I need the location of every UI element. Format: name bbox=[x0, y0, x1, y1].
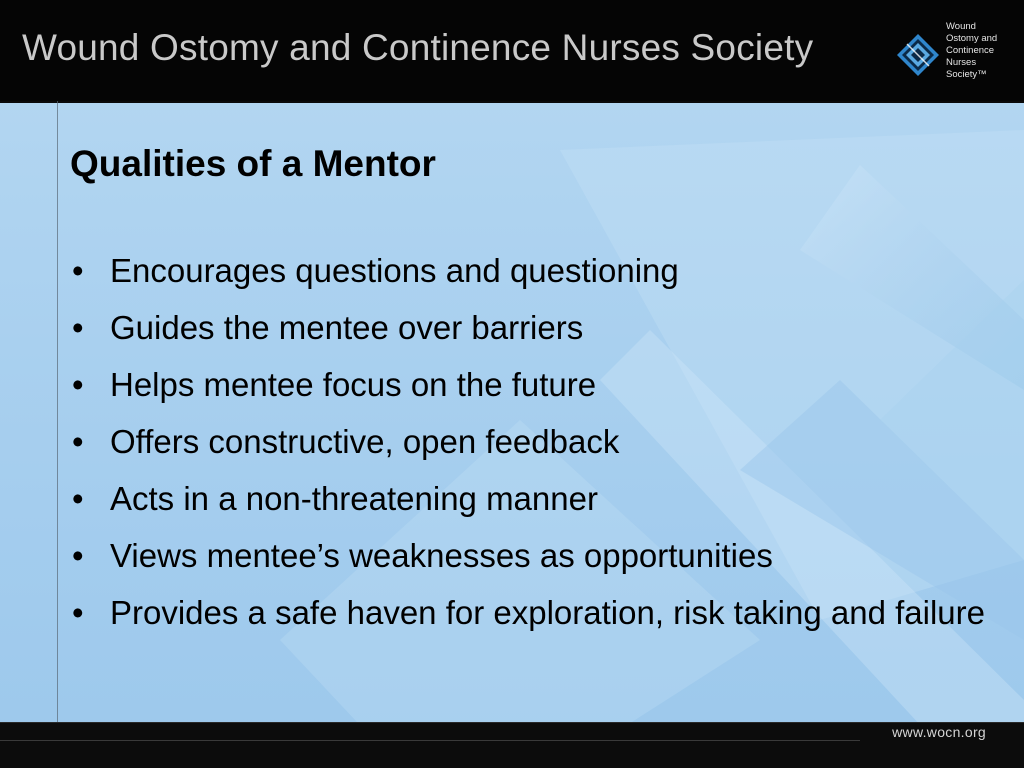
website-url: www.wocn.org bbox=[892, 724, 986, 740]
logo-line: Wound bbox=[946, 21, 976, 32]
bullet-marker: • bbox=[72, 309, 84, 346]
bullet-text: Provides a safe haven for exploration, risk taking and failure bbox=[110, 594, 985, 631]
bullet-text: Helps mentee focus on the future bbox=[110, 366, 597, 403]
logo-wordmark bbox=[946, 21, 1021, 81]
bullet-text: Offers constructive, open feedback bbox=[110, 423, 620, 460]
logo-line: Ostomy and bbox=[946, 33, 998, 44]
bullet-item bbox=[72, 423, 1002, 461]
footer-bar bbox=[0, 722, 1024, 768]
diamond-logo-icon bbox=[896, 33, 940, 77]
bullet-item bbox=[72, 537, 1002, 575]
left-vertical-rule bbox=[57, 101, 58, 768]
bullet-text: Encourages questions and questioning bbox=[110, 252, 679, 289]
logo-line: Nurses bbox=[946, 57, 977, 68]
organization-name: Wound Ostomy and Continence Nurses Society bbox=[22, 27, 814, 68]
bullet-text: Views mentee’s weaknesses as opportunities bbox=[110, 537, 773, 574]
bullet-marker: • bbox=[72, 423, 84, 460]
bullet-list bbox=[72, 252, 1002, 651]
bullet-item bbox=[72, 366, 1002, 404]
bullet-marker: • bbox=[72, 594, 84, 631]
bullet-marker: • bbox=[72, 480, 84, 517]
bullet-item bbox=[72, 252, 1002, 290]
logo-line: Continence bbox=[946, 45, 995, 56]
header-bar bbox=[0, 0, 1024, 103]
bullet-marker: • bbox=[72, 252, 84, 289]
bullet-marker: • bbox=[72, 537, 84, 574]
bullet-item bbox=[72, 309, 1002, 347]
logo-line: Society™ bbox=[946, 69, 987, 80]
bullet-marker: • bbox=[72, 366, 84, 403]
footer-divider bbox=[0, 740, 860, 741]
slide-title: Qualities of a Mentor bbox=[70, 143, 436, 184]
bullet-text: Guides the mentee over barriers bbox=[110, 309, 584, 346]
bullet-item bbox=[72, 480, 1002, 518]
bullet-item bbox=[72, 594, 1010, 632]
bullet-text: Acts in a non-threatening manner bbox=[110, 480, 598, 517]
